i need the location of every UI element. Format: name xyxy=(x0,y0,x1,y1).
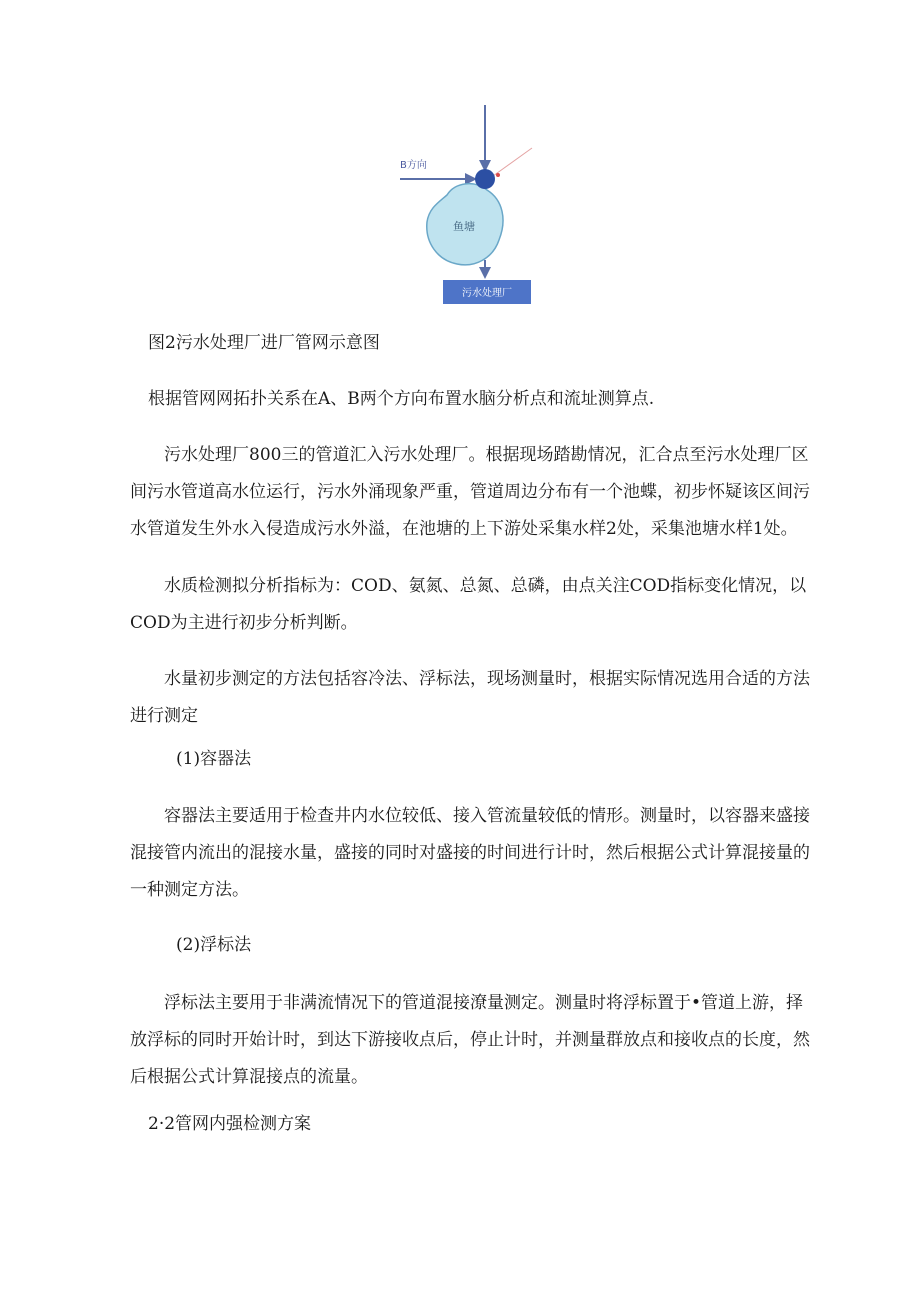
paragraph-container-method: 容器法主要适用于检查井内水位较低、接入管流量较低的情形。测量时，以容器来盛接混接管内流出的混接水量，盛接的同时对盛接的时间进行计时，然后根据公式计算混接量的一种测定方法。 xyxy=(130,806,810,900)
label-plant: 污水处理厂 xyxy=(462,288,512,299)
heading-container-method: (1)容器法 xyxy=(176,749,252,769)
paragraph-site-survey: 污水处理厂800三的管道汇入污水处理厂。根据现场踏勘情况，汇合点至污水处理厂区间污水管道高水位运行，污水外涌现象严重，管道周边分布有一个池蝶，初步怀疑该区间污水管道发生外水入侵造成污水外溢，在池塘的上下游处采集水样2处，采集池塘水样1处。 xyxy=(130,445,810,539)
heading-float-method: (2)浮标法 xyxy=(176,935,252,955)
pipe-network-diagram xyxy=(395,100,540,310)
red-marker-dot xyxy=(496,173,500,177)
heading-section-2-2: 2·2管网内强检测方案 xyxy=(148,1114,312,1134)
pipe-faint-diagonal xyxy=(493,148,532,176)
paragraph-float-method: 浮标法主要用于非满流情况下的管道混接潦量测定。测量时将浮标置于•管道上游，择放浮标的同时开始计时，到达下游接收点后，停止计时，并测量群放点和接收点的长度，然后根据公式计算混接点的流量。 xyxy=(130,993,810,1087)
figure-caption: 图2污水处理厂进厂管网示意图 xyxy=(148,333,380,353)
label-pond: 鱼塘 xyxy=(453,220,475,233)
label-b-direction: B方向 xyxy=(400,160,427,171)
junction-node xyxy=(475,169,495,189)
pipe-network-svg xyxy=(395,100,540,310)
paragraph-water-quality: 水质检测拟分析指标为：COD、氨氮、总氮、总磷，由点关注COD指标变化情况，以COD为主进行初步分析判断。 xyxy=(130,576,807,633)
paragraph-flow-methods: 水量初步测定的方法包括容冷法、浮标法，现场测量时，根据实际情况选用合适的方法进行测定 xyxy=(130,669,810,726)
paragraph-analysis-points: 根据管网网拓扑关系在A、B两个方向布置水脑分析点和流址测算点. xyxy=(148,389,655,409)
